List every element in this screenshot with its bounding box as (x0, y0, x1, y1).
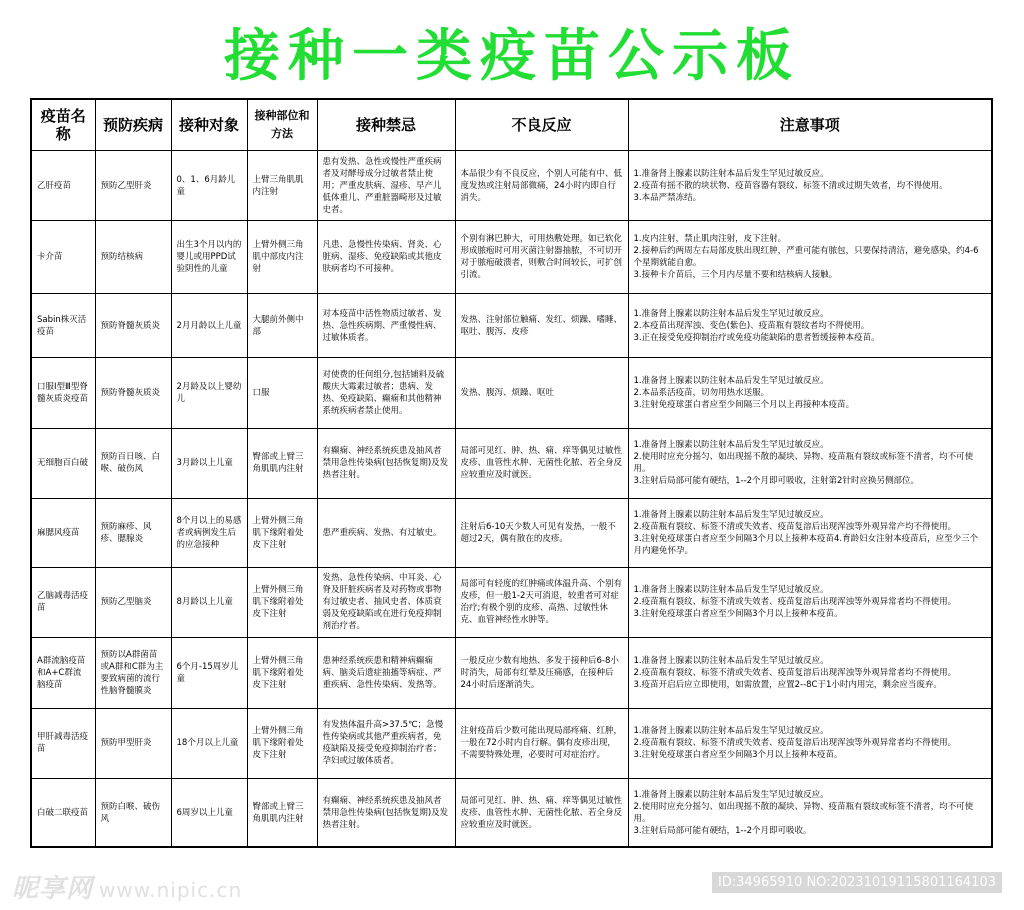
note-line: 2.疫苗瓶有裂纹、标签不清或失效者、疫苗复溶后出现浑浊等外观异常者均不得使用。 (633, 667, 957, 678)
cell-notes (628, 499, 992, 567)
note-line: 3.注射后局部可能有硬结，1--2个月即可吸收。 (633, 825, 812, 836)
note-line: 1.准备肾上腺素以防注射本品后发生罕见过敏反应。 (633, 440, 829, 451)
cell-disease: 预防百日咳、白喉、破伤风 (95, 428, 171, 498)
cell-vaccine-name: Sabin株灭活疫苗 (31, 293, 95, 357)
cell-disease: 预防结核病 (95, 221, 171, 293)
table-row (31, 779, 992, 847)
cell-contraindications: 对本疫苗中活性物质过敏者、发热、急性疾病期、严重慢性病、过敏体质者。 (317, 293, 455, 357)
cell-target: 18个月以上儿童 (171, 708, 247, 778)
cell-vaccine-name: 麻腮风疫苗 (31, 499, 95, 567)
cell-adverse-reactions: 局部可见红、肿、热、痛、痒等偶见过敏性皮疹、血管性水肿、无菌性化脓、若全身反应较重应及时就医。 (455, 779, 628, 847)
table-row (31, 708, 992, 778)
note-line: 2.疫苗有摇不散的块状物、疫苗容器有裂纹、标签不清或过期失效者，均不得使用。 (633, 180, 948, 191)
cell-contraindications: 患有发热、急性或慢性严重疾病者及对酵母成分过敏者禁止使用；严重皮肤病、湿疹、早产儿低体重儿、严重脏器畸形及过敏史者。 (317, 151, 455, 221)
cell-method: 臀部或上臂三角肌肌内注射 (247, 428, 317, 498)
table-header-row (31, 99, 992, 151)
note-line: 1.准备肾上腺素以防注射本品后发生罕见过敏反应。 (633, 655, 829, 666)
cell-disease: 预防乙型肝炎 (95, 151, 171, 221)
cell-target: 8月龄以上儿童 (171, 567, 247, 637)
table-row (31, 567, 992, 637)
cell-disease: 预防乙型脑炎 (95, 567, 171, 637)
note-line: 3.疫苗开启后应立即使用，如需放置，应置2--8C于1小时内用完，剩余应当废弃。 (633, 679, 942, 690)
note-line: 2.使用时应充分摇匀、如出现摇不散的凝块、异物、疫苗瓶有裂纹或标签不清者，均不可使用。 (633, 452, 974, 475)
cell-vaccine-name: 甲肝减毒活疫苗 (31, 708, 95, 778)
watermark-brand-name: 昵享网 (12, 874, 94, 904)
cell-disease: 预防麻疹、风疹、腮腺炎 (95, 499, 171, 567)
cell-target: 3月龄以上儿童 (171, 428, 247, 498)
cell-adverse-reactions: 局部可见红、肿、热、痛、痒等偶见过敏性皮疹、血管性水肿、无菌性化脓、若全身反应较重应及时就医。 (455, 428, 628, 498)
cell-contraindications: 有癫痫、神经系统疾患及抽风者禁用急性传染病(包括恢复期)及发热者注射。 (317, 779, 455, 847)
cell-notes (628, 221, 992, 293)
cell-method: 上臂三角肌肌内注射 (247, 151, 317, 221)
cell-adverse-reactions: 一般反应少数有地热、多发于接种后6-8小时消失，局部有红晕及压痛感，在接种后24小时后逐渐消失。 (455, 638, 628, 708)
cell-contraindications: 患严重疾病、发热、有过敏史。 (317, 499, 455, 567)
cell-contraindications: 有癫痫、神经系统疾患及抽风者禁用急性传染病(包括恢复期)及发热者注射。 (317, 428, 455, 498)
cell-vaccine-name: 无细胞百白破 (31, 428, 95, 498)
table-row (31, 638, 992, 708)
note-line: 3.接种卡介苗后，三个月内尽量不要和结核病人接触。 (633, 270, 838, 281)
header-adverse-reactions: 不良反应 (455, 99, 628, 151)
note-line: 1.准备肾上腺素以防注射本品后发生罕见过敏反应。 (633, 585, 829, 596)
vaccine-table (30, 98, 993, 848)
cell-notes (628, 293, 992, 357)
cell-notes (628, 567, 992, 637)
cell-target: 2月月龄以上儿童 (171, 293, 247, 357)
note-line: 3.注射后局部可能有硬结，1--2个月即可吸收，注射第2针时应换另侧部位。 (633, 476, 919, 487)
header-vaccine-name: 疫苗名称 (31, 99, 95, 151)
table-row (31, 151, 992, 221)
note-line: 3.注射免疫球蛋白者应至少间隔3个月以上接种本疫苗4.育龄妇女注射本疫苗后，应至少三个月内避免怀孕。 (633, 533, 979, 556)
cell-adverse-reactions: 个别有淋巴肿大，可用热敷处理。如已软化形成脓疱时可用灭菌注射器抽脓，不可切开对于脓疱破溃者，则敷合时间较长，可扩创引流。 (455, 221, 628, 293)
cell-method: 上臂外侧三角肌下缘附着处皮下注射 (247, 567, 317, 637)
cell-contraindications: 凡患、急慢性传染病、肾炎、心脏病、湿疹、免疫缺陷或其他皮肤病者均不可接种。 (317, 221, 455, 293)
watermark-brand (12, 868, 242, 905)
cell-adverse-reactions: 发热、腹泻、烦躁、呕吐 (455, 358, 628, 428)
note-line: 1.准备肾上腺素以防注射本品后发生罕见过敏反应。 (633, 308, 829, 319)
header-notes: 注意事项 (628, 99, 992, 151)
cell-method: 口服 (247, 358, 317, 428)
table-row (31, 499, 992, 567)
cell-contraindications: 患神经系统疾患和精神病癫痫病、脑炎后遗症抽搐等病症、严重疾病、急性传染病、发热等。 (317, 638, 455, 708)
cell-method: 臀部或上臂三角肌肌内注射 (247, 779, 317, 847)
cell-adverse-reactions: 发热、注射部位触痛、发红、烦躁、嗜睡、呕吐、腹泻、皮疹 (455, 293, 628, 357)
page-title: 接种一类疫苗公示板 (224, 24, 800, 89)
cell-adverse-reactions: 注射后6-10天少数人可见有发热，一般不超过2天，偶有散在的皮疹。 (455, 499, 628, 567)
cell-target: 0、1、6月龄儿童 (171, 151, 247, 221)
note-line: 1.准备肾上腺素以防注射本品后发生罕见过敏反应。 (633, 509, 829, 520)
note-line: 1.准备肾上腺素以防注射本品后发生罕见过敏反应。 (633, 168, 829, 179)
header-contraindications: 接种禁忌 (317, 99, 455, 151)
note-line: 3.注射免疫球蛋白者应至少间隔3个月以上接种本疫苗。 (633, 609, 843, 620)
header-method: 接种部位和方法 (247, 99, 317, 151)
cell-notes (628, 708, 992, 778)
cell-adverse-reactions: 局部可有轻度的红肿痛或体温升高、个别有皮疹，但一般1-2天可消退，较重者可对症治疗;有极个别的皮疹、高热、过敏性休克、血管神经性水肿等。 (455, 567, 628, 637)
cell-vaccine-name: 乙肝疫苗 (31, 151, 95, 221)
cell-notes (628, 151, 992, 221)
cell-vaccine-name: 白破二联疫苗 (31, 779, 95, 847)
cell-notes (628, 358, 992, 428)
cell-disease: 预防脊髓灰质炎 (95, 293, 171, 357)
watermark-id: ID:34965910 NO:20231019115801164103 (712, 872, 1002, 893)
cell-method: 上臂外侧三角肌下缘附着处皮下注射 (247, 708, 317, 778)
note-line: 3.本品严禁冻结。 (633, 192, 702, 203)
cell-method: 大腿前外侧中部 (247, 293, 317, 357)
note-line: 1.准备肾上腺素以防注射本品后发生罕见过敏反应。 (633, 789, 829, 800)
header-target: 接种对象 (171, 99, 247, 151)
cell-disease: 预防白喉、破伤风 (95, 779, 171, 847)
note-line: 1.准备肾上腺素以防注射本品后发生罕见过敏反应。 (633, 376, 829, 387)
cell-disease: 预防以A群菌苗或A群和C群为主要致病菌的流行性脑脊髓膜炎 (95, 638, 171, 708)
cell-target: 6个月-15周岁儿童 (171, 638, 247, 708)
note-line: 2.本品系活疫苗，切勿用热水送服。 (633, 388, 770, 399)
cell-vaccine-name: 乙脑减毒活疫苗 (31, 567, 95, 637)
cell-method: 上臂外侧三角肌中部皮内注射 (247, 221, 317, 293)
cell-target: 2月龄及以上婴幼儿 (171, 358, 247, 428)
note-line: 3.注射免疫球蛋白者应至少间隔三个月以上再接种本疫苗。 (633, 400, 855, 411)
cell-vaccine-name: 口服Ⅰ型Ⅲ型脊髓灰质炎疫苗 (31, 358, 95, 428)
note-line: 1.皮内注射，禁止肌肉注射，皮下注射。 (633, 234, 787, 245)
table-row (31, 358, 992, 428)
table-row (31, 221, 992, 293)
table-row (31, 428, 992, 498)
note-line: 2.疫苗瓶有裂纹、标签不清或失效者、疫苗复溶后出现浑浊等外观异常者均不得使用。 (633, 597, 957, 608)
cell-contraindications: 发热、急性传染病、中耳炎、心脊及肝脏疾病者及对药物或事物有过敏史者、抽风史者、体质衰弱及免疫缺陷或在进行免疫抑制剂治疗者。 (317, 567, 455, 637)
note-line: 1.准备肾上腺素以防注射本品后发生罕见过敏反应。 (633, 726, 829, 737)
cell-notes (628, 638, 992, 708)
cell-vaccine-name: 卡介苗 (31, 221, 95, 293)
watermark-url: www.nipic.cn (99, 878, 243, 902)
cell-adverse-reactions: 注射疫苗后少数可能出现局部疼痛、红肿，一般在72小时内自行解。偶有皮疹出现，不需要特殊处理，必要时可对症治疗。 (455, 708, 628, 778)
note-line: 3.正在接受免疫抑制治疗或免疫功能缺陷的患者暂缓接种本疫苗。 (633, 332, 880, 343)
cell-target: 出生3个月以内的婴儿或用PPD试验阴性的儿童 (171, 221, 247, 293)
note-line: 2.疫苗瓶有裂纹、标签不清或失效者、疫苗复溶后出现浑浊等外观异常产均不得使用。 (633, 521, 957, 532)
cell-notes (628, 779, 992, 847)
cell-disease: 预防脊髓灰质炎 (95, 358, 171, 428)
cell-contraindications: 有发热体温升高>37.5℃；急慢性传染病或其他严重疾病者，免疫缺陷及接受免疫抑制治疗者；孕妇或过敏体质者。 (317, 708, 455, 778)
note-line: 2.疫苗瓶有裂纹、标签不清或失效者、疫苗复溶后出现浑浊等外观异常者均不得使用。 (633, 738, 957, 749)
cell-adverse-reactions: 本品很少有不良反应，个别人可能有中、低度发热或注射局部微痛，24小时内即自行消失。 (455, 151, 628, 221)
cell-disease: 预防甲型肝炎 (95, 708, 171, 778)
cell-target: 8个月以上的易感者或病例发生后的应急接种 (171, 499, 247, 567)
note-line: 2.接种后约两周左右局部皮肤出现红肿，严重可能有脓包，只要保持清洁，避免感染，约4-6个星期就能自愈。 (633, 246, 979, 269)
cell-contraindications: 对使费的任何组分,包括铺料及硫酸庆大霉素过敏者；患病、发热、免疫缺陷、癫痫和其他精神系统疾病者禁止使用。 (317, 358, 455, 428)
cell-vaccine-name: A群流脑疫苗和A+C群流脑疫苗 (31, 638, 95, 708)
note-line: 2.使用时应充分摇匀、如出现摇不散的凝块、异物、疫苗瓶有裂纹或标签不清者，均不可使用。 (633, 801, 974, 824)
header-disease: 预防疾病 (95, 99, 171, 151)
cell-notes (628, 428, 992, 498)
cell-method: 上臂外侧三角肌下缘附着处皮下注射 (247, 499, 317, 567)
table-row (31, 293, 992, 357)
cell-target: 6周岁以上儿童 (171, 779, 247, 847)
note-line: 2.本疫苗出现浑浊、变色(紫色)、疫苗瓶有裂纹者均不得使用。 (633, 320, 870, 331)
note-line: 3.注射免疫球蛋白者应至少间隔3个月以上接种本疫苗。 (633, 750, 843, 761)
cell-method: 上臂外侧三角肌下缘附着处皮下注射 (247, 638, 317, 708)
